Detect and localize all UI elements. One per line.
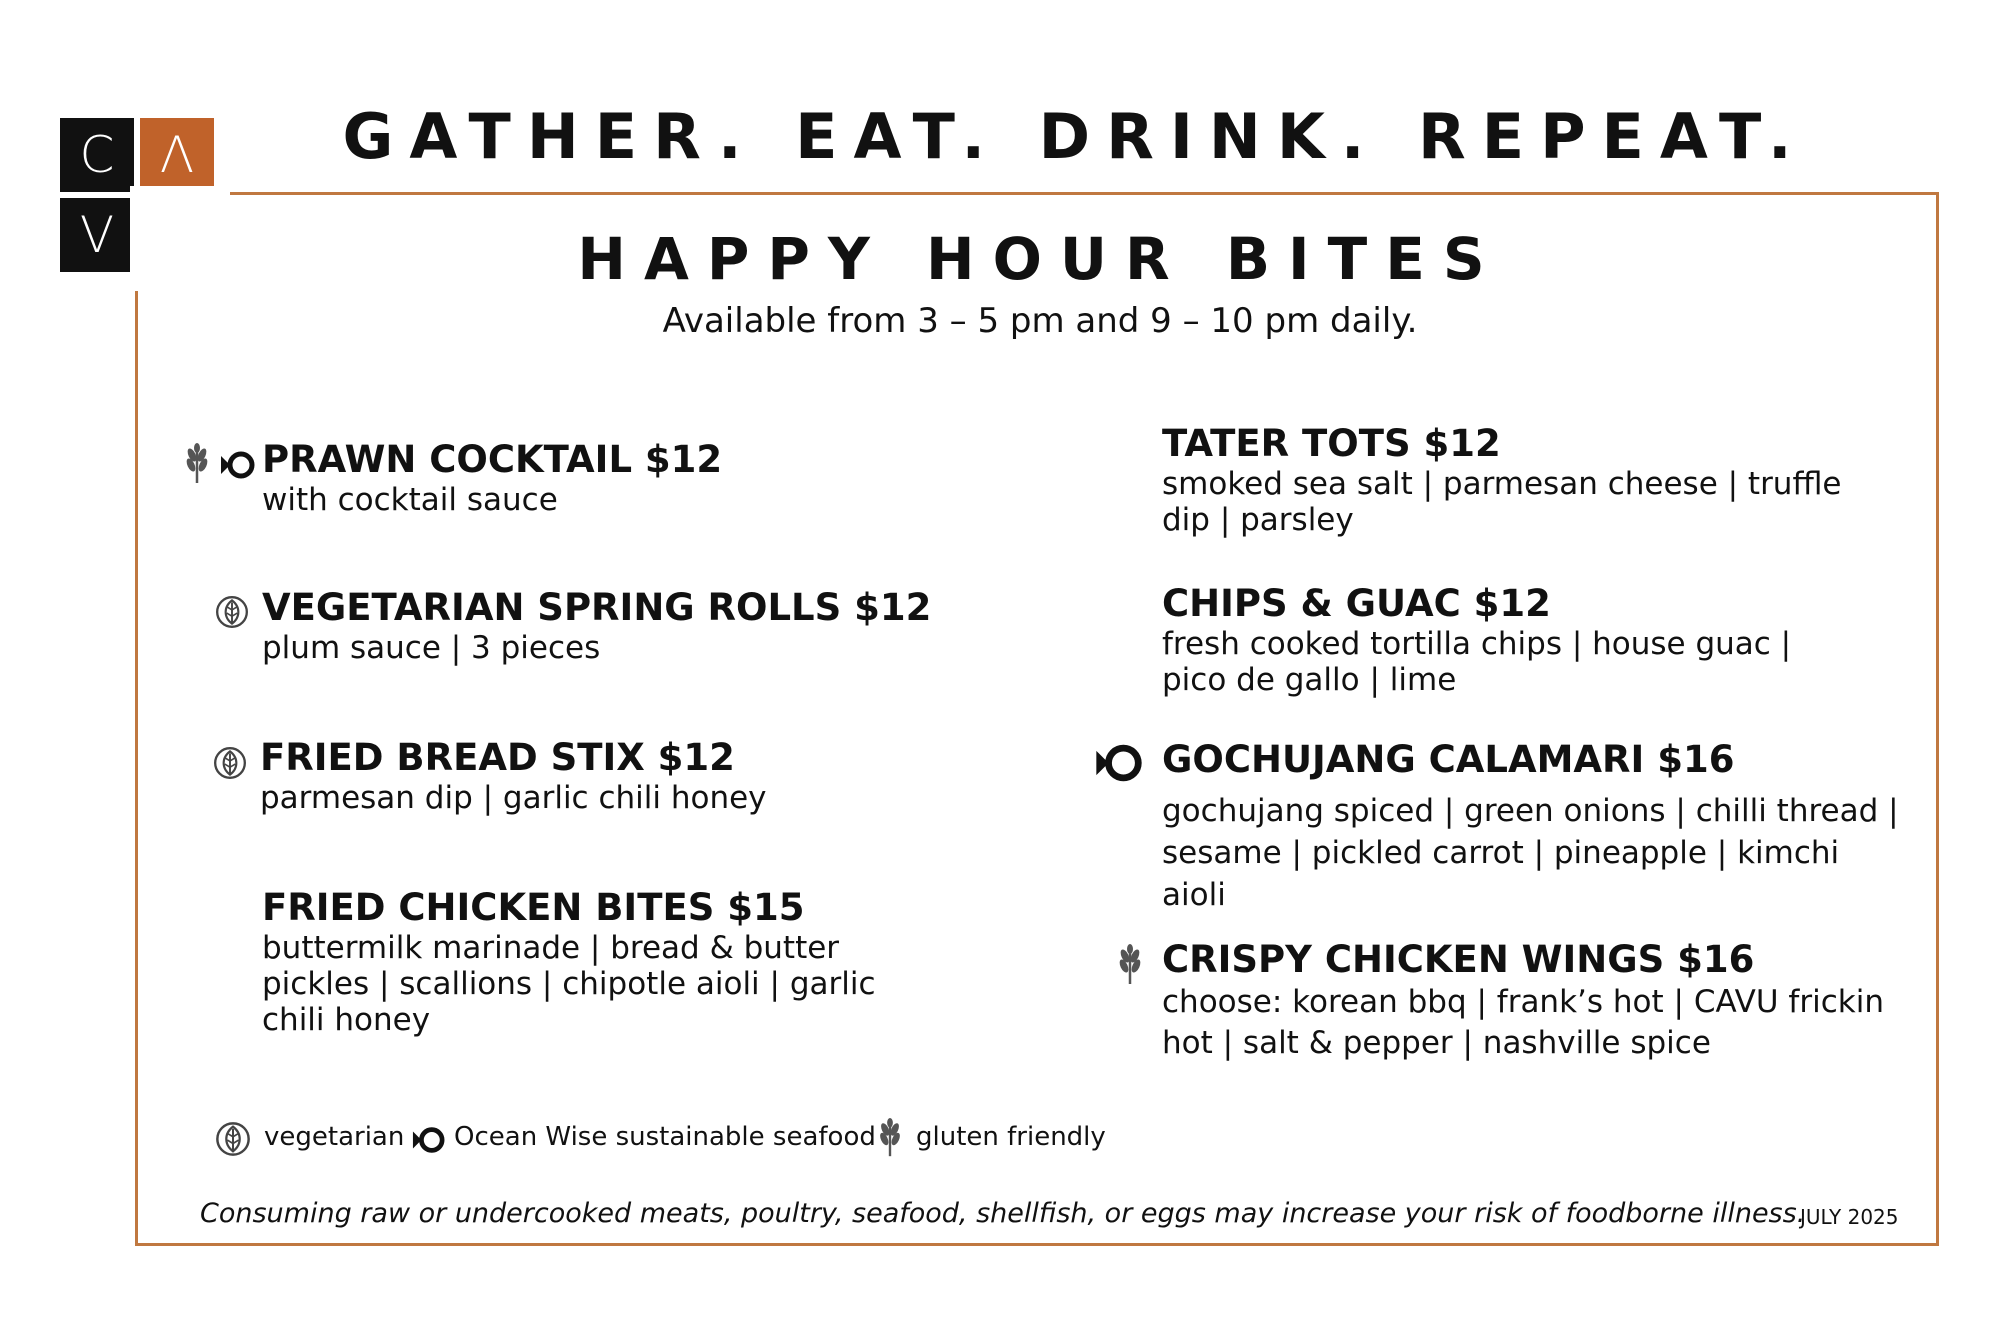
menu-item-prawn-cocktail (262, 438, 722, 518)
gluten-friendly-icon (1113, 944, 1147, 988)
gluten-friendly-icon (874, 1118, 906, 1160)
item-name: GOCHUJANG CALAMARI $16 (1162, 738, 1735, 781)
menu-item-crispy-chicken-wings (1162, 938, 1902, 1064)
item-description: smoked sea salt | parmesan cheese | truffle dip | parsley (1162, 466, 1842, 538)
menu-item-fried-bread-stix (260, 736, 767, 816)
ocean-wise-icon (410, 1124, 446, 1156)
page-title: HAPPY HOUR BITES (577, 225, 1503, 293)
frame-gap (130, 186, 230, 291)
legend-ocean-wise-label: Ocean Wise sustainable seafood (454, 1122, 876, 1152)
vegetarian-icon (212, 745, 248, 781)
vegetarian-icon (214, 1120, 252, 1158)
item-name: FRIED CHICKEN BITES $15 (262, 886, 805, 929)
item-name: PRAWN COCKTAIL $12 (262, 438, 723, 481)
item-description: plum sauce | 3 pieces (262, 630, 601, 666)
item-name: FRIED BREAD STIX $12 (260, 736, 735, 779)
item-description: with cocktail sauce (262, 482, 558, 518)
dietary-legend (210, 1118, 1110, 1162)
item-name: CHIPS & GUAC $12 (1162, 582, 1551, 625)
menu-item-chips-guac (1162, 582, 1862, 698)
vegetarian-icon (214, 594, 250, 630)
menu-frame (135, 192, 1939, 1246)
menu-item-fried-chicken-bites (262, 886, 922, 1038)
item-description: parmesan dip | garlic chili honey (260, 780, 767, 816)
legend-gluten-friendly-label: gluten friendly (916, 1122, 1106, 1152)
legend-vegetarian-label: vegetarian (264, 1122, 405, 1152)
menu-date: JULY 2025 (1800, 1205, 1899, 1229)
item-description: fresh cooked tortilla chips | house guac | pico de gallo | lime (1162, 626, 1792, 698)
gluten-friendly-icon (180, 443, 214, 487)
availability-subtitle: Available from 3 – 5 pm and 9 – 10 pm daily. (662, 301, 1418, 341)
item-name: VEGETARIAN SPRING ROLLS $12 (262, 586, 932, 629)
item-description: buttermilk marinade | bread & butter pickles | scallions | chipotle aioli | garlic chili honey (262, 930, 876, 1038)
logo-letter-v: V (60, 198, 134, 272)
logo-letter-a: Λ (140, 118, 214, 192)
item-description: choose: korean bbq | frank’s hot | CAVU frickin hot | salt & pepper | nashville spice (1162, 984, 1884, 1061)
tagline: GATHER. EAT. DRINK. REPEAT. (342, 100, 1808, 173)
ocean-wise-icon (218, 448, 256, 482)
item-name: CRISPY CHICKEN WINGS $16 (1162, 938, 1755, 981)
item-name: TATER TOTS $12 (1162, 422, 1501, 465)
item-description: gochujang spiced | green onions | chilli thread | sesame | pickled carrot | pineapple | kimchi aioli (1162, 793, 1899, 913)
menu-item-tater-tots (1162, 422, 1882, 538)
food-safety-disclaimer: Consuming raw or undercooked meats, poultry, seafood, shellfish, or eggs may increase your risk of foodborne illness. (200, 1198, 1806, 1229)
ocean-wise-icon (1092, 740, 1144, 786)
menu-item-vegetarian-spring-rolls (262, 586, 931, 666)
logo-letter-c: C (60, 118, 134, 192)
menu-item-gochujang-calamari (1162, 738, 1902, 916)
